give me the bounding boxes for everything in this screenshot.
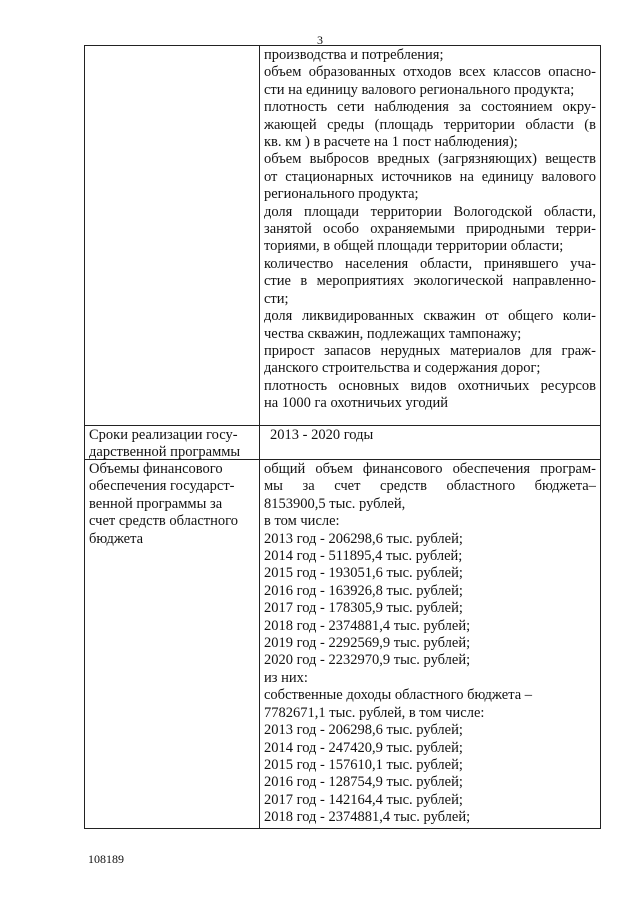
- indicator-line: сти;: [264, 290, 289, 307]
- financing-year-line: 2019 год - 2292569,9 тыс. рублей;: [264, 635, 471, 652]
- financing-line: 8153900,5 тыс. рублей,: [264, 495, 406, 512]
- financing-year-line: 2013 год - 206298,6 тыс. рублей;: [264, 722, 463, 739]
- column-divider: [259, 46, 260, 828]
- financing-year-line: 2017 год - 142164,4 тыс. рублей;: [264, 791, 463, 808]
- indicator-line: объем образованных отходов всех классов опасно-: [264, 64, 596, 81]
- financing-label-cell: [89, 461, 255, 548]
- financing-label-line: бюджета: [89, 530, 144, 547]
- indicator-line: доля ликвидированных скважин от общего коли-: [264, 308, 596, 325]
- indicator-line: ториями, в общей площади территории области;: [264, 238, 564, 255]
- financing-line: из них:: [264, 669, 308, 686]
- terms-label-cell: [89, 427, 255, 462]
- financing-line: 7782671,1 тыс. рублей, в том числе:: [264, 704, 485, 721]
- financing-label-line: счет средств областного: [89, 513, 238, 530]
- indicator-line: чества скважин, подлежащих тампонажу;: [264, 325, 522, 342]
- financing-year-line: 2013 год - 206298,6 тыс. рублей;: [264, 530, 463, 547]
- financing-year-line: 2017 год - 178305,9 тыс. рублей;: [264, 600, 463, 617]
- financing-value-cell: [264, 461, 596, 827]
- financing-line: общий объем финансового обеспечения програм-: [264, 461, 596, 477]
- indicator-line: от стационарных источников на единицу валового: [264, 168, 596, 185]
- financing-year-line: 2014 год - 511895,4 тыс. рублей;: [264, 548, 463, 565]
- financing-year-line: 2016 год - 163926,8 тыс. рублей;: [264, 582, 463, 599]
- indicator-line: регионального продукта;: [264, 186, 419, 203]
- financing-year-line: 2018 год - 2374881,4 тыс. рублей;: [264, 617, 471, 634]
- indicator-line: стие в мероприятиях экологической направленно-: [264, 273, 596, 290]
- footer-code: 108189: [88, 852, 124, 866]
- financing-line: мы за счет средств областного бюджета–: [264, 478, 596, 495]
- financing-year-line: 2014 год - 247420,9 тыс. рублей;: [264, 739, 463, 756]
- indicator-line: жающей среды (площадь территории области (в: [264, 116, 596, 133]
- indicator-line: производства и потребления;: [264, 47, 444, 63]
- page-number: 3: [317, 33, 323, 47]
- indicator-line: данского строительства и содержания дорог;: [264, 360, 541, 377]
- indicator-line: на 1000 га охотничьих угодий: [264, 395, 449, 412]
- indicator-line: доля площади территории Вологодской области,: [264, 203, 596, 220]
- financing-line: собственные доходы областного бюджета –: [264, 687, 533, 704]
- financing-year-line: 2016 год - 128754,9 тыс. рублей;: [264, 774, 463, 791]
- indicator-line: количество населения области, принявшего уча-: [264, 255, 596, 272]
- financing-label-line: обеспечения государст-: [89, 478, 235, 495]
- financing-year-line: 2015 год - 157610,1 тыс. рублей;: [264, 756, 463, 773]
- financing-label-line: Объемы финансового: [89, 461, 223, 477]
- passport-table: [84, 45, 601, 829]
- indicator-line: объем выбросов вредных (загрязняющих) веществ: [264, 151, 596, 168]
- financing-label-line: венной программы за: [89, 495, 223, 512]
- indicator-line: плотность сети наблюдения за состоянием окру-: [264, 99, 596, 116]
- terms-label-line: дарственной программы: [89, 444, 241, 461]
- terms-label-line: Сроки реализации госу-: [89, 427, 238, 443]
- indicators-cell: [264, 47, 596, 413]
- financing-year-line: 2020 год - 2232970,9 тыс. рублей;: [264, 652, 471, 669]
- indicator-line: прирост запасов нерудных материалов для граж-: [264, 342, 596, 359]
- row-divider-terms: [85, 425, 600, 426]
- indicator-line: кв. км ) в расчете на 1 пост наблюдения);: [264, 134, 518, 151]
- terms-value-cell: [270, 427, 596, 444]
- indicator-line: плотность основных видов охотничьих ресурсов: [264, 377, 596, 394]
- indicator-line: сти на единицу валового регионального продукта;: [264, 81, 575, 98]
- financing-year-line: 2015 год - 193051,6 тыс. рублей;: [264, 565, 463, 582]
- terms-value: 2013 - 2020 годы: [270, 427, 374, 443]
- financing-year-line: 2018 год - 2374881,4 тыс. рублей;: [264, 809, 471, 826]
- financing-line: в том числе:: [264, 513, 340, 530]
- indicator-line: занятой особо охраняемыми природными терри-: [264, 221, 596, 238]
